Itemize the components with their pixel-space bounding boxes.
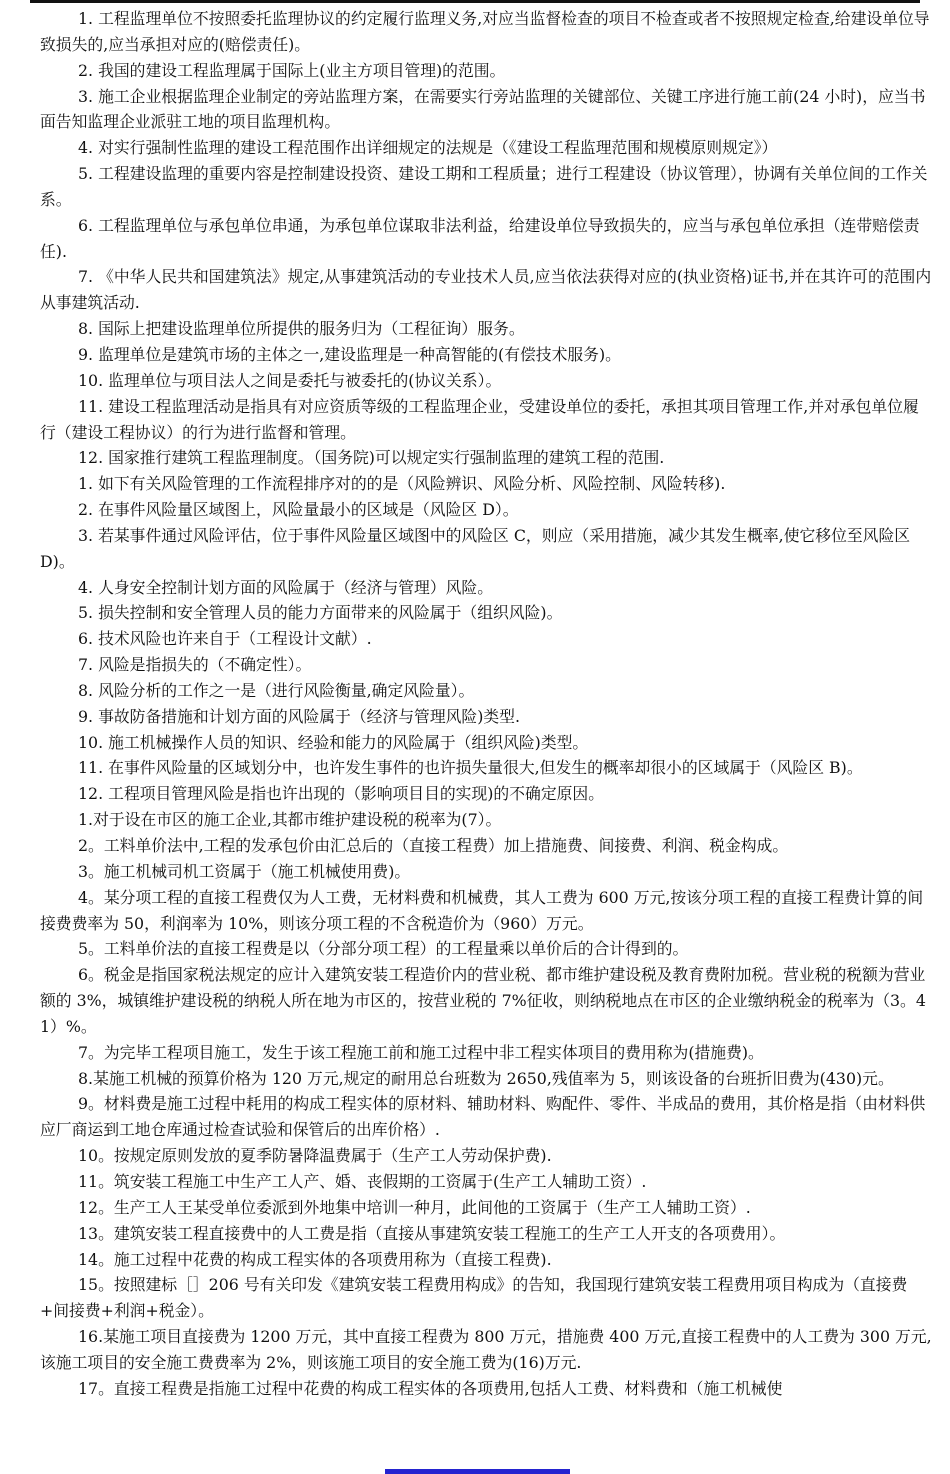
paragraph: 3。施工机械司机工资属于（施工机械使用费)。 (78, 861, 411, 881)
paragraph: 5。工料单价法的直接工程费是以（分部分项工程）的工程量乘以单价后的合计得到的。 (78, 939, 689, 959)
paragraph: 15。按照建标［］206 号有关印发《建筑安装工程费用构成》的告知，我国现行建筑安装工程费用项目构成为（直接费+间接费+利润+税金）。 (40, 1275, 908, 1321)
paragraph: 6. 工程监理单位与承包单位串通，为承包单位谋取非法利益，给建设单位导致损失的，应当与承包单位承担（连带赔偿责任). (40, 215, 920, 261)
paragraph: 16.某施工项目直接费为 1200 万元，其中直接工程费为 800 万元，措施费 400 万元,直接工程费中的人工费为 300 万元,该施工项目的安全施工费费率为 2%，则该施工项目的安全施工费为(16)万元. (40, 1327, 932, 1372)
paragraph: 1. 如下有关风险管理的工作流程排序对的的是（风险辨识、风险分析、风险控制、风险转移). (78, 474, 726, 494)
paragraph: 8.某施工机械的预算价格为 120 万元,规定的耐用总台班数为 2650,残值率为 5，则该设备的台班折旧费为(430)元。 (78, 1068, 894, 1088)
paragraph: 7. 风险是指损失的（不确定性）。 (78, 655, 312, 675)
paragraph: 7。为完毕工程项目施工，发生于该工程施工前和施工过程中非工程实体项目的费用称为(措施费)。 (78, 1042, 764, 1062)
paragraph: 13。建筑安装工程直接费中的人工费是指（直接从事建筑安装工程施工的生产工人开支的各项费用）。 (78, 1223, 786, 1243)
paragraph: 7. 《中华人民共和国建筑法》规定,从事建筑活动的专业技术人员,应当依法获得对应的(执业资格)证书,并在其许可的范围内从事建筑活动. (40, 267, 932, 313)
paragraph: 11. 建设工程监理活动是指具有对应资质等级的工程监理企业，受建设单位的委托，承担其项目管理工作,并对承包单位履行（建设工程协议）的行为进行监督和管理。 (40, 396, 919, 442)
paragraph: 2。工料单价法中,工程的发承包价由汇总后的（直接工程费）加上措施费、间接费、利润、税金构成。 (78, 836, 789, 855)
document-body (40, 6, 932, 1402)
paragraph: 12。生产工人王某受单位委派到外地集中培训一种月，此间他的工资属于（生产工人辅助工资）. (78, 1197, 751, 1217)
paragraph: 8. 风险分析的工作之一是（进行风险衡量,确定风险量）。 (78, 680, 475, 700)
paragraph: 1.对于设在市区的施工企业,其都市维护建设税的税率为(7）。 (78, 810, 502, 830)
paragraph: 2. 我国的建设工程监理属于国际上(业主方项目管理)的范围。 (78, 60, 506, 80)
paragraph: 9. 事故防备措施和计划方面的风险属于（经济与管理风险)类型. (78, 706, 520, 726)
paragraph: 5. 工程建设监理的重要内容是控制建设投资、建设工期和工程质量；进行工程建设（协议管理），协调有关单位间的工作关系。 (40, 164, 928, 209)
paragraph: 5. 损失控制和安全管理人员的能力方面带来的风险属于（组织风险)。 (78, 603, 563, 623)
paragraph: 10. 施工机械操作人员的知识、经验和能力的风险属于（组织风险)类型。 (78, 732, 589, 752)
paragraph: 11。筑安装工程施工中生产工人产、婚、丧假期的工资属于(生产工人辅助工资）. (78, 1171, 647, 1191)
top-rule (30, 0, 920, 3)
paragraph: 12. 国家推行建筑工程监理制度。（国务院)可以规定实行强制监理的建筑工程的范围. (78, 448, 665, 468)
paragraph: 11. 在事件风险量的区域划分中，也许发生事件的也许损失量很大,但发生的概率却很小的区域属于（风险区 B)。 (78, 758, 863, 778)
paragraph: 3. 施工企业根据监理企业制定的旁站监理方案，在需要实行旁站监理的关键部位、关键工序进行施工前(24 小时)，应当书面告知监理企业派驻工地的项目监理机构。 (40, 86, 926, 132)
paragraph: 17。直接工程费是指施工过程中花费的构成工程实体的各项费用,包括人工费、材料费和（施工机械使 (78, 1378, 783, 1398)
paragraph: 6。税金是指国家税法规定的应计入建筑安装工程造价内的营业税、都市维护建设税及教育费附加税。营业税的税额为营业额的 3%，城镇维护建设税的纳税人所在地为市区的，按营业税的 7%征收，则纳税地点在市区的企业缴纳税金的税率为（3。41）%。 (40, 965, 926, 1036)
paragraph: 6. 技术风险也许来自于（工程设计文献）. (78, 629, 372, 649)
paragraph: 9。材料费是施工过程中耗用的构成工程实体的原材料、辅助材料、购配件、零件、半成品的费用，其价格是指（由材料供应厂商运到工地仓库通过检查试验和保管后的出库价格）. (40, 1094, 926, 1140)
paragraph: 10。按规定原则发放的夏季防暑降温费属于（生产工人劳动保护费). (78, 1146, 552, 1166)
paragraph: 9. 监理单位是建筑市场的主体之一,建设监理是一种高智能的(有偿技术服务)。 (78, 344, 621, 364)
paragraph: 8. 国际上把建设监理单位所提供的服务归为（工程征询）服务。 (78, 319, 525, 339)
bottom-rule (385, 1469, 570, 1474)
paragraph: 14。施工过程中花费的构成工程实体的各项费用称为（直接工程费). (78, 1249, 552, 1269)
paragraph: 12. 工程项目管理风险是指也许出现的（影响项目目的实现)的不确定原因。 (78, 784, 605, 804)
paragraph: 1. 工程监理单位不按照委托监理协议的约定履行监理义务,对应当监督检查的项目不检查或者不按照规定检查,给建设单位导致损失的,应当承担对应的(赔偿责任)。 (40, 9, 930, 54)
paragraph: 4. 对实行强制性监理的建设工程范围作出详细规定的法规是（《建设工程监理范围和规模原则规定》） (78, 138, 778, 158)
paragraph: 10. 监理单位与项目法人之间是委托与被委托的(协议关系）。 (78, 370, 502, 390)
paragraph: 4. 人身安全控制计划方面的风险属于（经济与管理）风险。 (78, 577, 494, 597)
paragraph: 4。某分项工程的直接工程费仅为人工费，无材料费和机械费，其人工费为 600 万元,按该分项工程的直接工程费计算的间接费费率为 50，利润率为 10%，则该分项工程的不含税造价为（960）万元。 (40, 887, 924, 933)
paragraph: 3. 若某事件通过风险评估，位于事件风险量区域图中的风险区 C，则应（采用措施，减少其发生概率,使它移位至风险区 D)。 (40, 525, 911, 571)
paragraph: 2. 在事件风险量区域图上，风险量最小的区域是（风险区 D）。 (78, 500, 519, 520)
